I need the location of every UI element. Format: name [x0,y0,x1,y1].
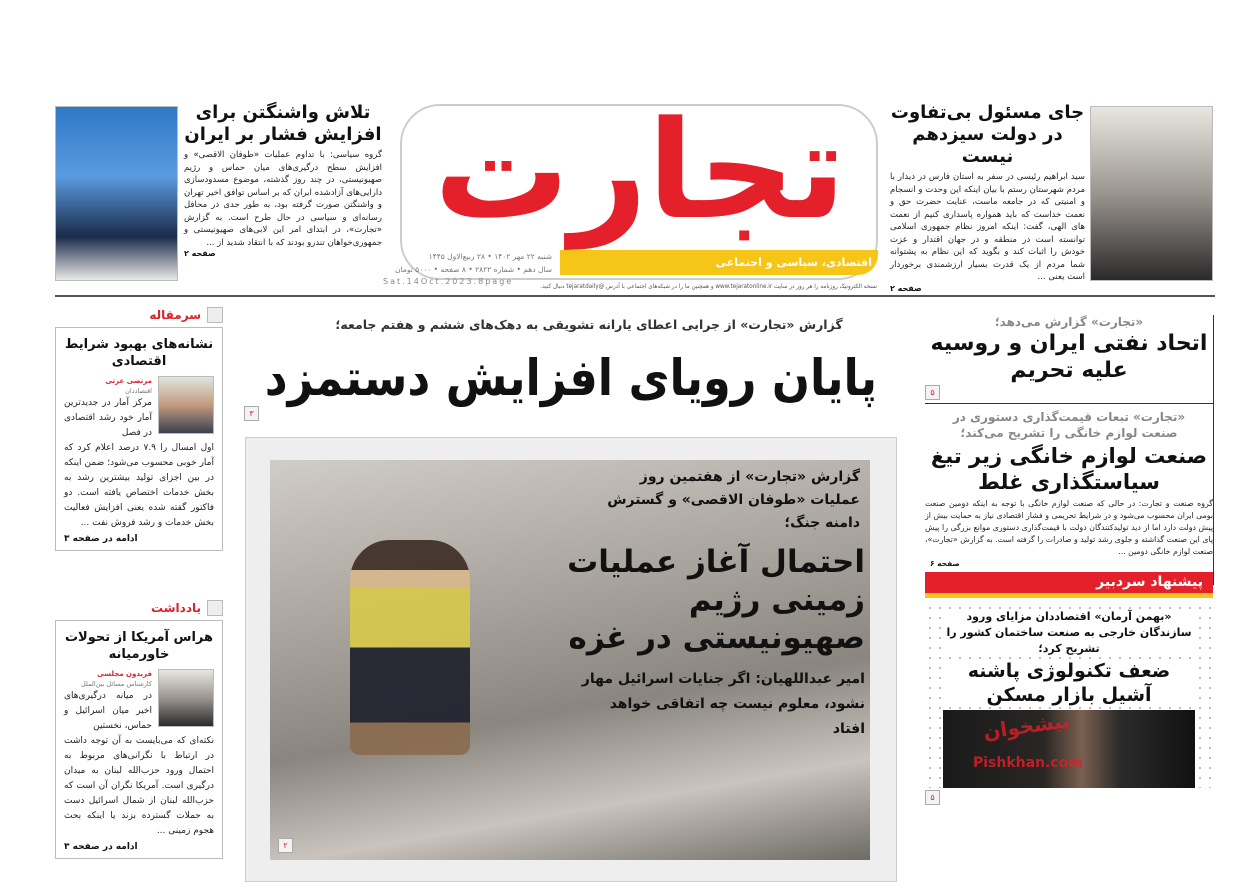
main-kicker: گزارش «تجارت» از جرایی اعطای یارانه تشویقی به دهک‌های ششم و هفتم جامعه؛ [335,317,843,332]
top-right-story [890,102,1085,293]
note-author-photo [158,669,214,727]
right-item1-kicker: «تجارت» گزارش می‌دهد؛ [994,315,1144,329]
top-left-page[interactable]: صفحه ۲ [184,249,216,258]
masthead-tagline: اقتصادی، سیاسی و اجتماعی [715,256,872,269]
right-divider [925,403,1213,404]
note-column [55,598,223,859]
top-left-story [184,102,382,258]
top-right-page[interactable]: صفحه ۲ [890,283,922,293]
editorial-title[interactable]: نشانه‌های بهبود شرایط اقتصادی [64,337,214,369]
editorial-author: مرتضی عزتی [105,377,152,385]
editor-pick-title[interactable]: ضعف تکنولوژی پاشنه آشیل بازار مسکن [943,659,1195,707]
date-english: Sat.14Oct.2023.8page [383,277,514,286]
note-title[interactable]: هراس آمریکا از تحولات خاورمیانه [64,630,214,662]
masthead-logo[interactable]: تجارت [433,92,847,249]
note-more[interactable]: ادامه در صفحه ۳ [64,842,138,852]
section-marker [207,307,223,323]
note-author: فریدون مجلسی [97,670,152,678]
top-left-title[interactable]: تلاش واشنگتن برای افزایش فشار بر ایران [184,102,382,145]
photo-subheadline: امیر عبداللهیان: اگر جنایات اسرائیل مهار نشود، معلوم نیست چه اتفاقی خواهد افتاد [581,671,865,737]
editorial-more[interactable]: ادامه در صفحه ۳ [64,534,138,544]
editor-pick-page[interactable]: ۵ [925,790,940,805]
editor-pick-label: پیشنهاد سردبیر [1096,574,1203,590]
online-note: نسخه الکترونیک روزنامه را هر روز در سایت www.tejaratonline.ir و همچنین ما را در شبکه‌های اجتماعی با آدرس @tejaratdaily دنبال کنید. [540,283,877,290]
editorial-body: اول امسال را ۷.۹ درصد اعلام کرد که آمار خوبی محسوب می‌شود؛ ضمن اینکه در بین اجزای تولید بیشترین رشد به بخش خدمات اختصاص یافته است. دو فاکتور گفته شده یعنی افزایش فعالیت بخش خدمات و رشد فروش نفت ... [64,443,214,528]
note-body-top: در میانه درگیری‌های اخیر میان اسرائیل و حماس، نخستین [64,691,152,731]
raisi-photo [1090,106,1213,281]
editorial-body-top: مرکز آمار در جدیدترین آمار خود رشد اقتصادی در فصل [64,398,152,438]
date-line-1: شنبه ۲۲ مهر ۱۴۰۲ • ۲۸ ربیع‌الاول ۱۴۴۵ [428,252,552,261]
main-headline[interactable]: پایان رویای افزایش دستمزد [264,349,877,407]
right-column [925,314,1213,805]
date-line-2: سال دهم • شماره ۲۸۲۲ • ۸ صفحه • ۵۰۰۰ تومان [395,265,552,274]
section-marker [207,600,223,616]
note-header [55,598,223,618]
editorial-author-photo [158,376,214,434]
editor-pick-box [925,603,1213,788]
masthead-divider [55,295,1215,297]
photo-kicker: گزارش «تجارت» از هفتمین روز عملیات «طوفان الاقصی» و گسترش دامنه جنگ؛ [607,469,860,531]
editorial-column [55,305,223,551]
top-right-body: سید ابراهیم رئیسی در سفر به استان فارس در دیدار با مردم شهرستان رستم با بیان اینکه این وحدت و انسجام و امنیتی که در جامعه ماست، عنایت حضرت حق و نعمت خداست که باید همواره پاسداری کنیم از نعمت های الهی، گفت: اینکه امروز نظام جمهوری اسلامی توانسته است در منطقه و در جهان اقتدار و عزت خودش را اثبات کند و بگوید که این نظام به پشتوانه شما مردم از یک قدرت بسیار ارزشمندی برخوردار است یعنی ... [890,172,1085,282]
editorial-section-label: سرمقاله [149,308,201,322]
arman-photo [943,710,1195,788]
editorial-role: اقتصاددان [125,387,152,395]
note-section-label: یادداشت [151,601,201,615]
note-box [55,620,223,859]
right-item2-kicker: «تجارت» تبعات قیمت‌گذاری دستوری در صنعت لوازم خانگی را تشریح می‌کند؛ [952,410,1186,440]
note-body: نکته‌ای که می‌بایست به آن توجه داشت در ارتباط با نگرانی‌های مربوط به احتمال ورود حزب‌الله لبنان به میدان درگیری است. آمریکا نگران آن است که حزب‌الله لبنان از شمال اسرائیل دست به حملات گسترده بزند یا اینکه بحث هجوم زمینی ... [64,736,214,836]
top-right-title[interactable]: جای مسئول بی‌تفاوت در دولت سیزدهم نیست [890,102,1085,167]
editorial-header [55,305,223,325]
right-column-rule [1213,315,1214,585]
editor-pick-banner [925,572,1213,598]
right-item1-page[interactable]: ۵ [925,385,940,400]
photo-story [520,466,865,742]
top-left-body: گروه سیاسی: با تداوم عملیات «طوفان الاقصی» و افزایش سطح درگیری‌های میان حماس و رژیم صهیونیستی، در چند روز گذشته، موضوع مسدودسازی دارایی‌های آزادشده ایران که بر اساس توافق اخیر تهران و واشنگتن صورت گرفته بود، به طور جدی در محافل رسانه‌ای و سیاسی در حال طرح است. به گزارش «تجارت»، در ابتدای امر این لابی‌های صهیونیستی و جمهوری‌خواهان تندرو بودند که با انتقاد شدید از ... [184,150,382,248]
right-item2-page[interactable]: صفحه ۶ [930,559,960,568]
editor-pick-kicker: «بهمن آرمان» اقتصاددان مزایای ورود سازندگان خارجی به صنعت ساختمان کشور را تشریح کرد؛ [943,609,1195,657]
blinken-photo [55,106,178,281]
photo-page[interactable]: ۲ [278,838,293,853]
right-item1-title[interactable]: اتحاد نفتی ایران و روسیه علیه تحریم [930,331,1208,383]
note-role: کارشناس مسائل بین‌الملل [81,680,152,688]
editorial-box [55,327,223,551]
photo-headline[interactable]: احتمال آغاز عملیات زمینی رژیم صهیونیستی در غزه [567,544,865,656]
watermark-en: Pishkhan.com [973,755,1083,771]
right-item2-title[interactable]: صنعت لوازم خانگی زیر تیغ سیاستگذاری غلط [930,444,1208,494]
main-headline-page[interactable]: ۳ [244,406,259,421]
boy-figure [350,540,470,755]
right-item2-body: گروه صنعت و تجارت: در حالی که صنعت لوازم خانگی با توجه به اینکه دومین صنعت بومی ایران محسوب می‌شود و در شرایط تحریمی و فشار اقتصادی نیاز به حمایت بیش از پیش دولت دارد اما از دید تولیدکنندگان دولت با قیمت‌گذاری دستوری موانع بزرگی را پیش پای این صنعت گذاشته و جلوی رشد تولید و صادرات را گرفته است. به گزارش «تجارت»، صنعت لوازم خانگی دومین ... [925,499,1213,556]
watermark-fa: پیشخوان [981,708,1072,744]
